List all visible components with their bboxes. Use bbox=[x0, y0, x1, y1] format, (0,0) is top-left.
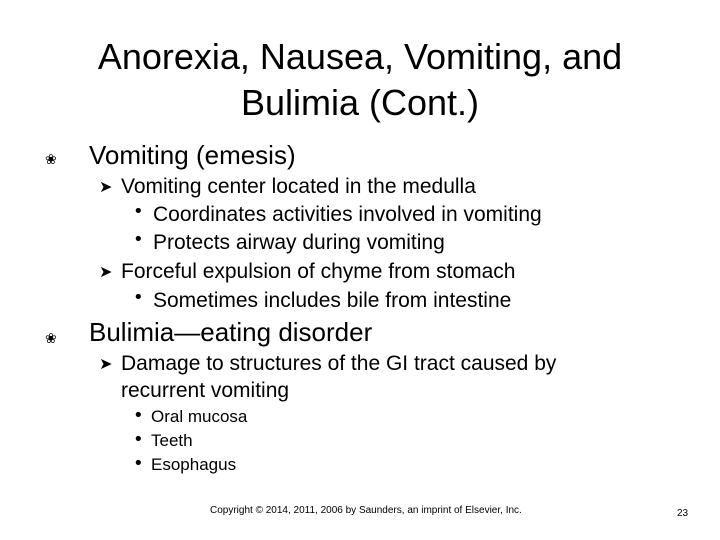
subbullet-oral-mucosa: Oral mucosa bbox=[151, 407, 248, 426]
subbullet-coordinates: Coordinates activities involved in vomiting bbox=[153, 203, 542, 226]
arrowhead-icon: ➤ bbox=[99, 262, 113, 281]
scroll-icon: ❀ bbox=[45, 152, 57, 168]
section-heading-bulimia: Bulimia—eating disorder bbox=[89, 317, 373, 347]
bullet-damage-line2: recurrent vomiting bbox=[121, 379, 290, 402]
bullet-damage-line1: Damage to structures of the GI tract caused by bbox=[121, 352, 557, 375]
subbullet-bile: Sometimes includes bile from intestine bbox=[153, 289, 512, 312]
dot-icon: • bbox=[133, 229, 144, 250]
subbullet-protects-airway: Protects airway during vomiting bbox=[153, 231, 445, 254]
dot-icon: • bbox=[133, 405, 144, 426]
subbullet-teeth: Teeth bbox=[151, 431, 193, 450]
dot-icon: • bbox=[133, 453, 144, 474]
section-heading-vomiting: Vomiting (emesis) bbox=[89, 140, 296, 170]
slide-title: Anorexia, Nausea, Vomiting, and Bulimia (Cont.) bbox=[97, 36, 623, 123]
page-number: 23 bbox=[677, 508, 689, 519]
dot-icon: • bbox=[133, 429, 144, 450]
arrowhead-icon: ➤ bbox=[99, 177, 113, 196]
bullet-vomiting-center: Vomiting center located in the medulla bbox=[121, 175, 476, 198]
scroll-icon: ❀ bbox=[45, 331, 57, 347]
copyright-footer: Copyright © 2014, 2011, 2006 by Saunders, an imprint of Elsevier, Inc. bbox=[210, 505, 522, 516]
dot-icon: • bbox=[133, 287, 144, 308]
subbullet-esophagus: Esophagus bbox=[151, 455, 237, 474]
dot-icon: • bbox=[133, 201, 144, 222]
bullet-forceful-expulsion: Forceful expulsion of chyme from stomach bbox=[121, 260, 516, 283]
arrowhead-icon: ➤ bbox=[99, 354, 113, 373]
